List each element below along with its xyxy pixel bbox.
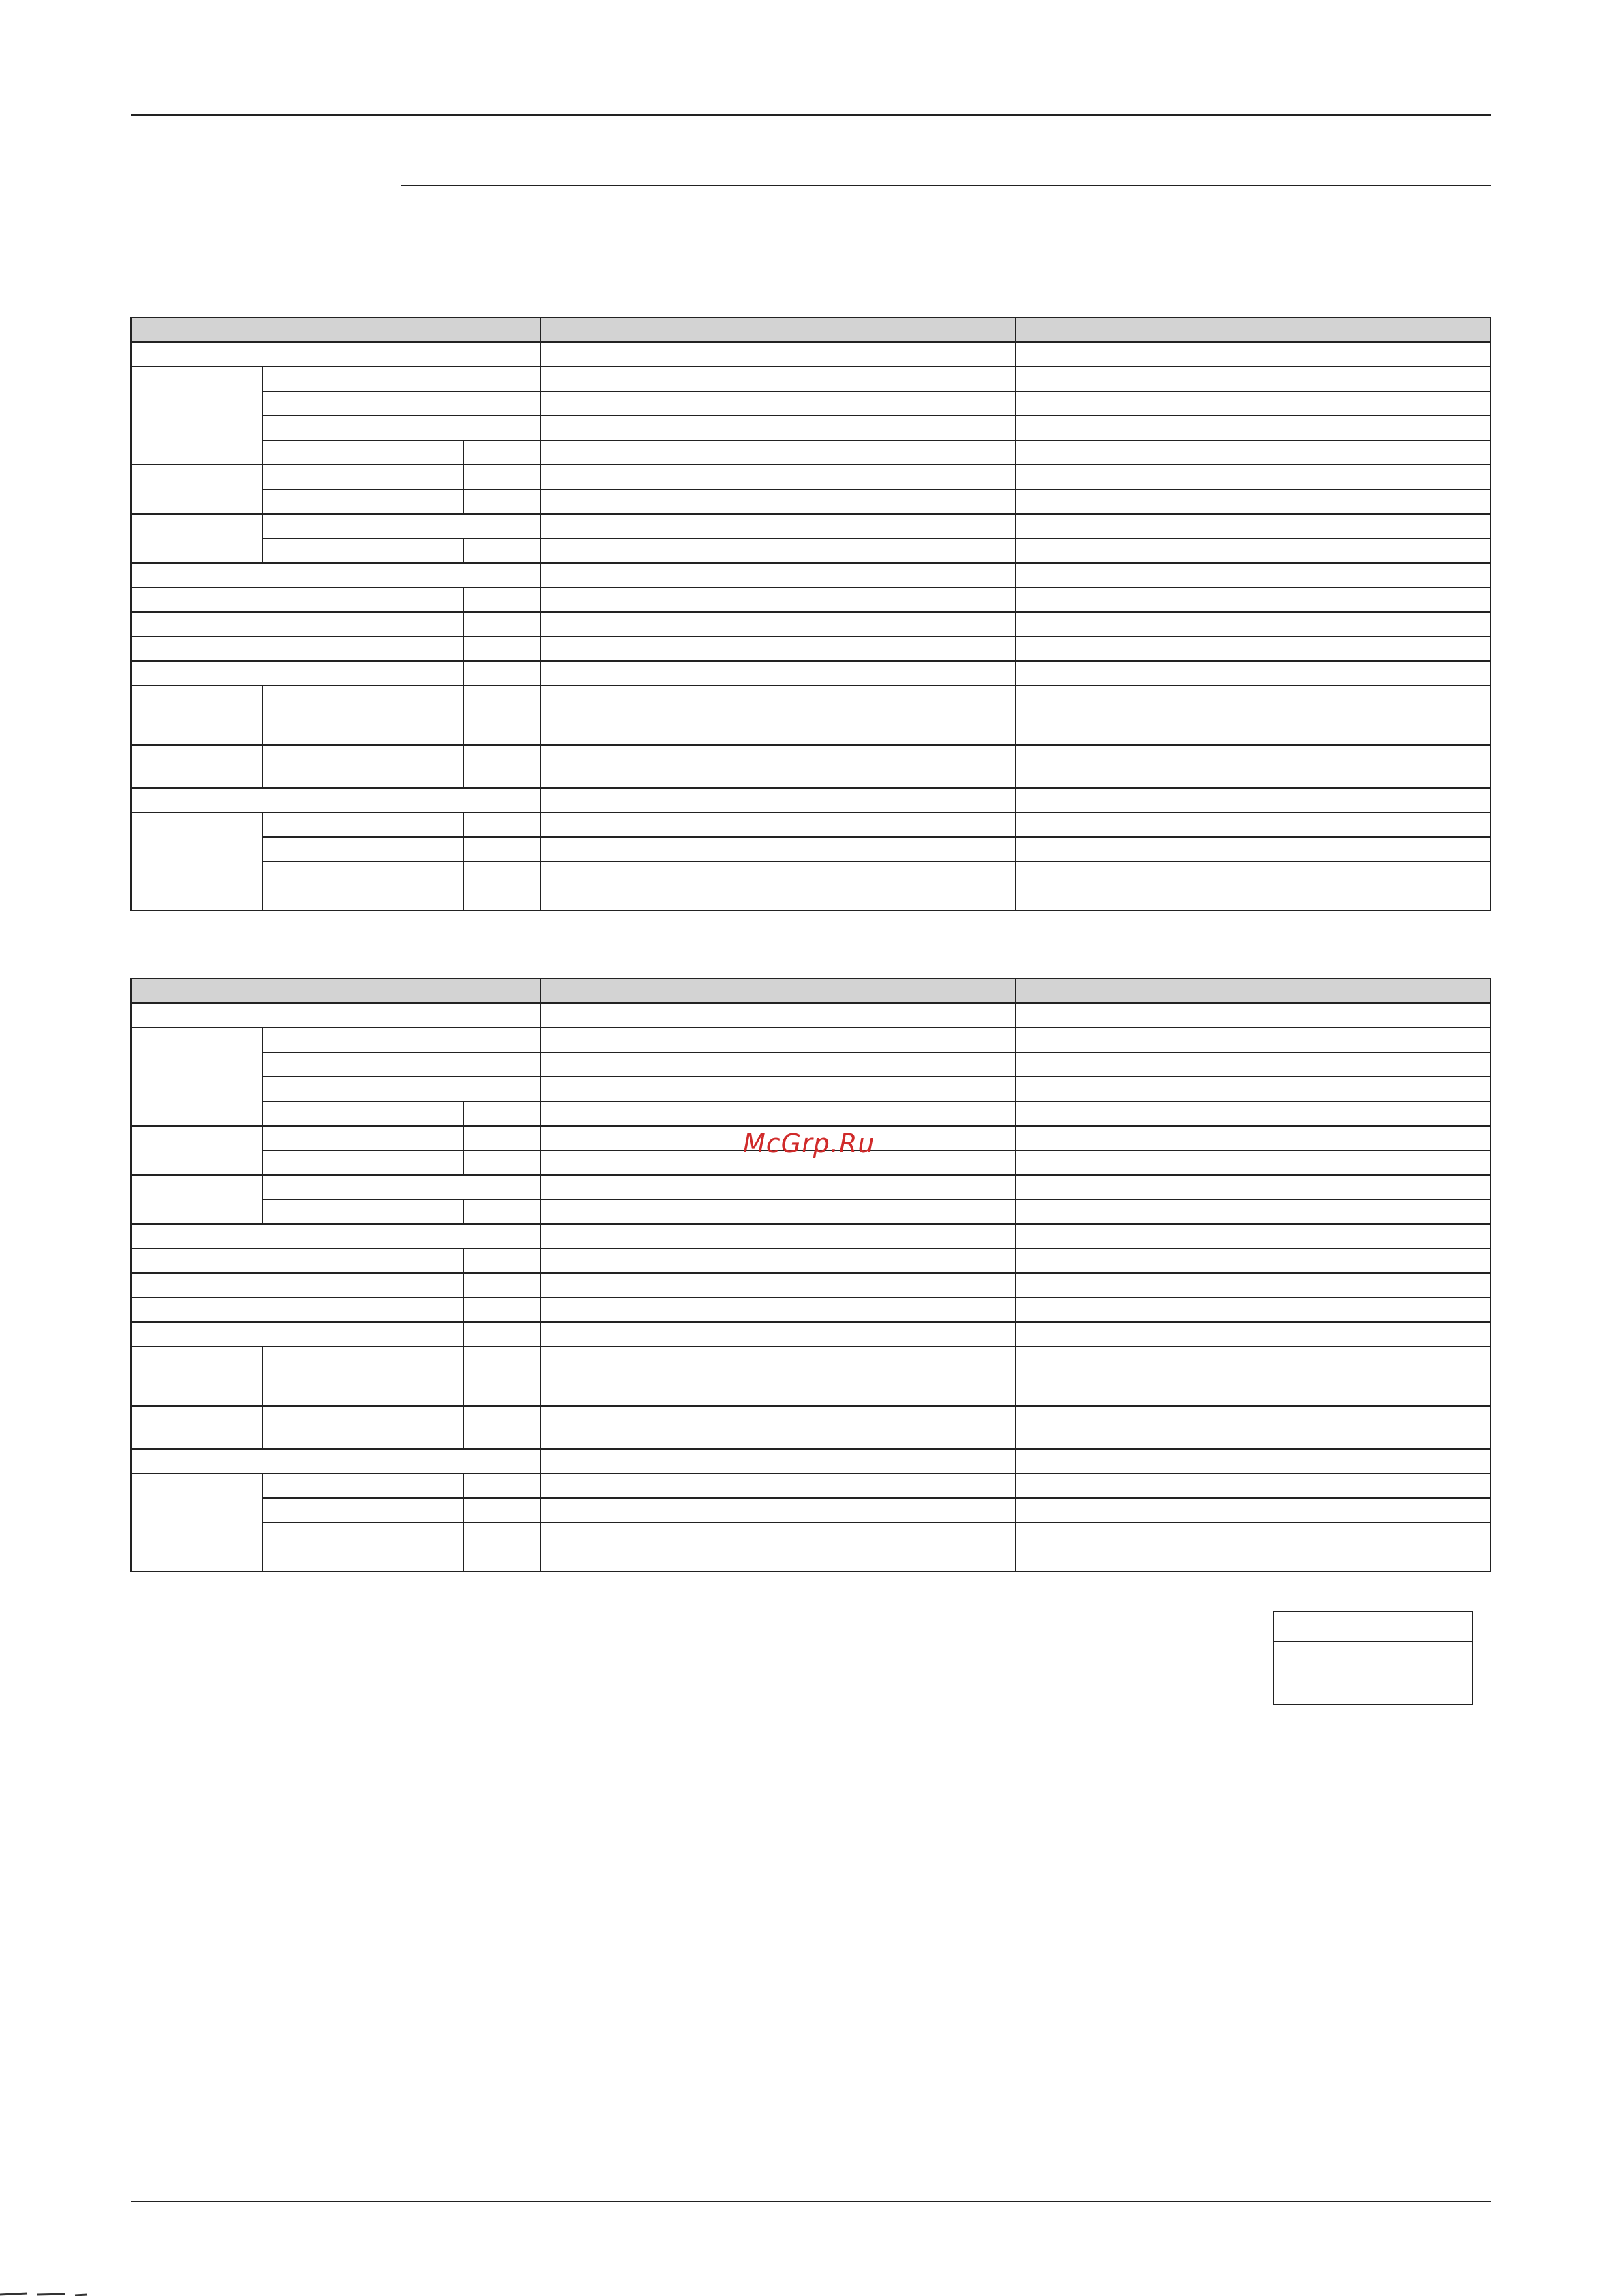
watermark-text: McGrp.Ru bbox=[743, 1129, 875, 1159]
table-header-band bbox=[131, 979, 1491, 1003]
spec-table-2-grid bbox=[131, 979, 1491, 1572]
approval-stamp-header bbox=[1274, 1612, 1472, 1642]
page-corner-mark bbox=[0, 2286, 89, 2296]
approval-stamp-box bbox=[1273, 1611, 1473, 1705]
table-border bbox=[131, 979, 1491, 1572]
